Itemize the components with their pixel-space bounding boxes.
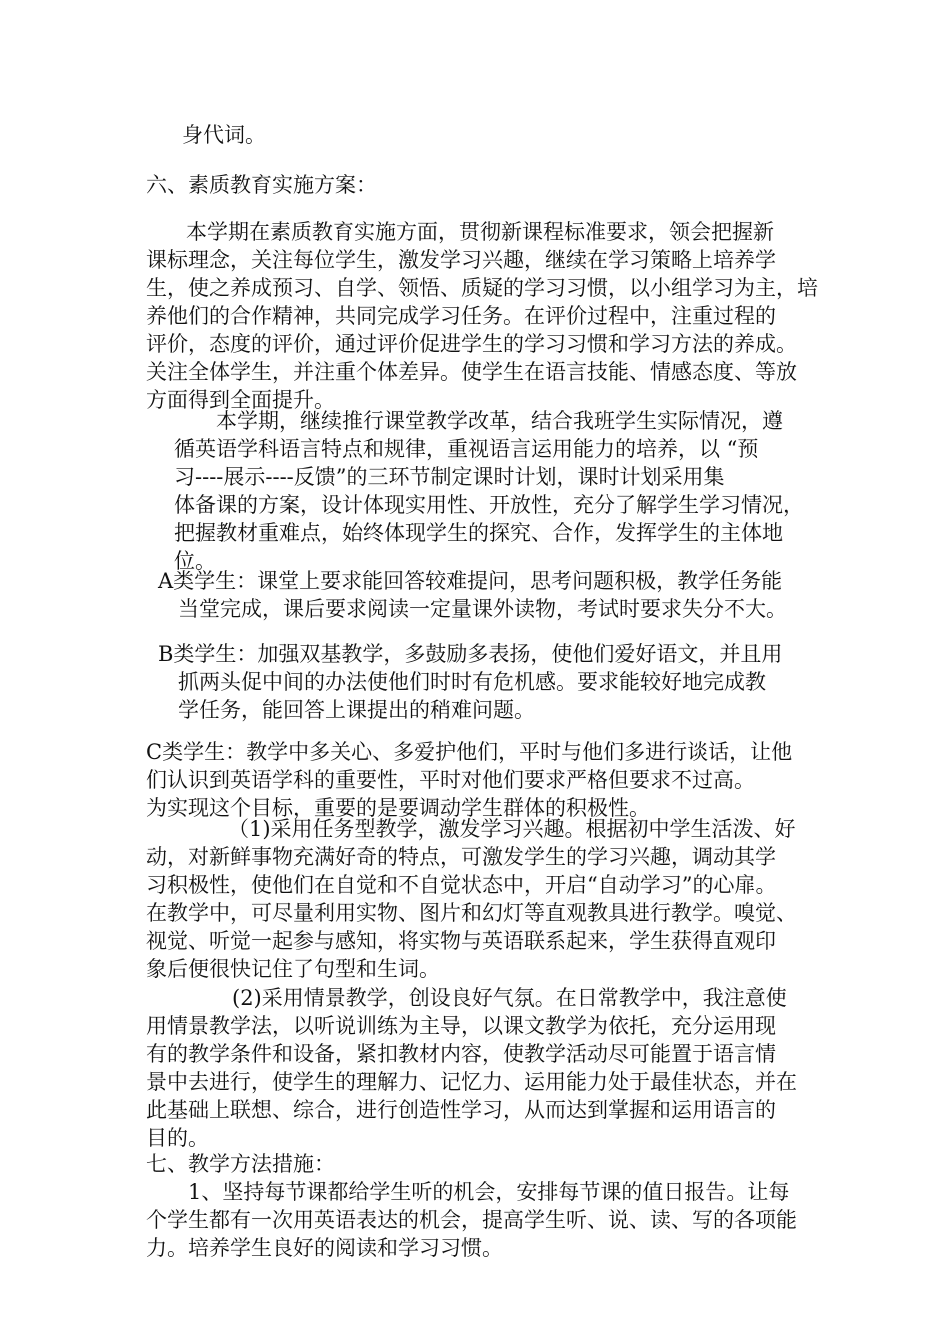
- text-line: 此基础上联想、综合，进行创造性学习，从而达到掌握和运用语言的: [146, 1098, 776, 1122]
- text-line: 生，使之养成预习、自学、领悟、质疑的学习习惯，以小组学习为主，培: [146, 276, 818, 300]
- text-line: A类学生：课堂上要求能回答较难提问，思考问题积极，教学任务能: [158, 569, 783, 593]
- text-line: 课标理念，关注每位学生，激发学习兴趣，继续在学习策略上培养学: [146, 248, 776, 272]
- text-line: 目的。: [146, 1126, 209, 1150]
- text-line: 在教学中，可尽量利用实物、图片和幻灯等直观教具进行教学。嗅觉、: [146, 901, 797, 925]
- text-line: 象后便很快记住了句型和生词。: [146, 957, 440, 981]
- text-line: 力。培养学生良好的阅读和学习习惯。: [146, 1236, 503, 1260]
- section-7-heading: [146, 1150, 335, 1178]
- heading-text: 六、素质教育实施方案：: [146, 173, 377, 197]
- text-line: 关注全体学生，并注重个体差异。使学生在语言技能、情感态度、等放: [146, 360, 797, 384]
- text-line: 们认识到英语学科的重要性，平时对他们要求严格但要求不过高。: [146, 768, 755, 792]
- text-line: （1)采用任务型教学，激发学习兴趣。根据初中学生活泼、好: [228, 817, 796, 841]
- text-line: 位。: [174, 549, 216, 573]
- measure-1-paragraph: [146, 1178, 797, 1262]
- text-line: 抓两头促中间的办法使他们时时有危机感。要求能较好地完成教: [178, 670, 766, 694]
- text-line: 学任务，能回答上课提出的稍难问题。: [178, 698, 535, 722]
- text-line: 养他们的合作精神，共同完成学习任务。在评价过程中，注重过程的: [146, 304, 776, 328]
- classroom-reform-paragraph: [174, 407, 804, 575]
- text-line: 把握教材重难点，始终体现学生的探究、合作，发挥学生的主体地: [174, 521, 783, 545]
- pronoun-tail-line: [182, 121, 266, 149]
- class-b-students: [158, 640, 782, 724]
- quality-education-paragraph: [146, 218, 818, 414]
- method-task-based-teaching: [146, 815, 797, 983]
- text-line: 为实现这个目标，重要的是要调动学生群体的积极性。: [146, 796, 650, 820]
- text-line: 动，对新鲜事物充满好奇的特点，可激发学生的学习兴趣，调动其学: [146, 845, 776, 869]
- text-line: 用情景教学法，以听说训练为主导，以课文教学为依托，充分运用现: [146, 1014, 776, 1038]
- heading-text: 七、教学方法措施：: [146, 1152, 335, 1176]
- text-line: 1、坚持每节课都给学生听的机会，安排每节课的值日报告。让每: [188, 1180, 790, 1204]
- text-line: (2)采用情景教学，创设良好气氛。在日常教学中，我注意使: [232, 986, 787, 1010]
- text-line: 循英语学科语言特点和规律，重视语言运用能力的培养，以 “预: [174, 437, 759, 461]
- text-line: 体备课的方案，设计体现实用性、开放性，充分了解学生学习情况，: [174, 493, 804, 517]
- text-line: 本学期，继续推行课堂教学改革，结合我班学生实际情况，遵: [216, 409, 783, 433]
- text-line: 身代词。: [182, 123, 266, 147]
- text-line: 方面得到全面提升。: [146, 388, 335, 412]
- text-line: 习----展示----反馈”的三环节制定课时计划，课时计划采用集: [174, 465, 725, 489]
- method-situational-teaching: [146, 984, 797, 1152]
- text-line: 当堂完成，课后要求阅读一定量课外读物，考试时要求失分不大。: [178, 597, 787, 621]
- class-c-students: [146, 738, 792, 822]
- text-line: 视觉、听觉一起参与感知，将实物与英语联系起来，学生获得直观印: [146, 929, 776, 953]
- text-line: C类学生：教学中多关心、多爱护他们，平时与他们多进行谈话，让他: [146, 740, 793, 764]
- text-line: 有的教学条件和设备，紧扣教材内容，使教学活动尽可能置于语言情: [146, 1042, 776, 1066]
- text-line: 景中去进行，使学生的理解力、记忆力、运用能力处于最佳状态，并在: [146, 1070, 797, 1094]
- section-6-heading: [146, 171, 377, 199]
- class-a-students: [158, 567, 787, 623]
- text-line: B类学生：加强双基教学，多鼓励多表扬，使他们爱好语文，并且用: [158, 642, 783, 666]
- text-line: 个学生都有一次用英语表达的机会，提高学生听、说、读、写的各项能: [146, 1208, 797, 1232]
- text-line: 本学期在素质教育实施方面，贯彻新课程标准要求，领会把握新: [186, 220, 774, 244]
- text-line: 习积极性，使他们在自觉和不自觉状态中，开启“自动学习”的心扉。: [146, 873, 777, 897]
- text-line: 评价，态度的评价，通过评价促进学生的学习习惯和学习方法的养成。: [146, 332, 797, 356]
